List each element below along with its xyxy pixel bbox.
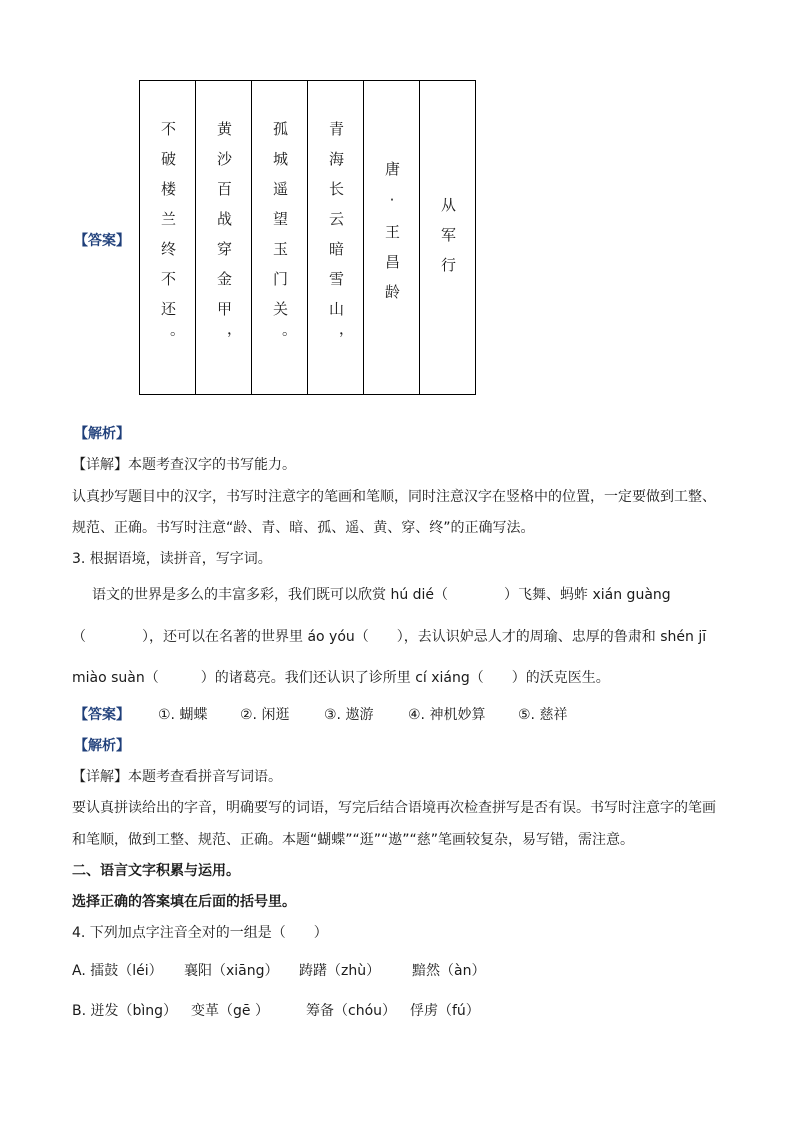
option-a-item-1: A. 擂鼓（léi） — [72, 963, 163, 979]
answer-item-4: ④. 神机妙算 — [408, 707, 486, 723]
section-instruction: 选择正确的答案填在后面的括号里。 — [72, 894, 296, 910]
answer-tag: 【答案】 — [74, 233, 130, 249]
answer-item-5: ⑤. 慈祥 — [518, 707, 568, 723]
question-3-line-2: （ ），还可以在名著的世界里 áo yóu（ ），去认识妒忌人才的周瑜、忠厚的鲁肃和 shén jī — [72, 629, 707, 645]
question-3-line-3: miào suàn（ ）的诸葛亮。我们还认识了诊所里 cí xiáng（ ）的沃克医生。 — [72, 670, 610, 686]
poem-column-1 — [140, 81, 196, 394]
poem-line-1: 青海长云暗雪山， — [327, 121, 345, 361]
section-heading: 二、语言文字积累与运用。 — [72, 863, 240, 879]
analysis-detail: 【详解】本题考查汉字的书写能力。 — [72, 457, 296, 473]
option-b-item-1: B. 迸发（bìng） — [72, 1003, 178, 1019]
option-b-item-2: 变革（gē ） — [191, 1003, 269, 1019]
poem-line-3: 黄沙百战穿金甲， — [215, 121, 233, 361]
answer-tag: 【答案】 — [74, 707, 130, 723]
answer-item-2: ②. 闲逛 — [240, 707, 290, 723]
poem-title: 从军行 — [439, 197, 457, 287]
option-a-item-2: 襄阳（xiāng） — [184, 963, 279, 979]
poem-title-column — [420, 81, 475, 394]
analysis-text-line-2: 规范、正确。书写时注意“龄、青、暗、孤、遥、黄、穿、终”的正确写法。 — [72, 520, 535, 536]
question-3-stem: 3. 根据语境，读拼音，写字词。 — [72, 551, 272, 567]
question-4-stem: 4. 下列加点字注音全对的一组是（ ） — [72, 925, 328, 941]
poem-author-column — [364, 81, 420, 394]
analysis-tag: 【解析】 — [74, 426, 130, 442]
analysis-tag: 【解析】 — [74, 738, 130, 754]
option-a-item-4: 黯然（àn） — [412, 963, 486, 979]
poem-author: 唐·王昌龄 — [383, 161, 401, 314]
poem-grid — [139, 80, 476, 395]
option-b-item-3: 筹备（chóu） — [306, 1003, 397, 1019]
option-b-item-4: 俘虏（fú） — [410, 1003, 480, 1019]
option-a-item-3: 踌躇（zhù） — [299, 963, 381, 979]
poem-column-2 — [196, 81, 252, 394]
question-3-line-1: 语文的世界是多么的丰富多彩，我们既可以欣赏 hú dié（ ）飞舞、蚂蚱 xián guàng — [92, 587, 671, 603]
analysis-text-line-1: 认真抄写题目中的汉字，书写时注意字的笔画和笔顺，同时注意汉字在竖格中的位置，一定要做到工整、 — [72, 489, 716, 505]
poem-column-4 — [308, 81, 364, 394]
answer-item-3: ③. 遨游 — [324, 707, 374, 723]
analysis-text-line-2: 和笔顺，做到工整、规范、正确。本题“蝴蝶”“逛”“遨”“慈”笔画较复杂，易写错，需注意。 — [72, 832, 635, 848]
answer-item-1: ①. 蝴蝶 — [158, 707, 208, 723]
poem-line-4: 不破楼兰终不还。 — [159, 121, 177, 361]
poem-column-3 — [252, 81, 308, 394]
poem-line-2: 孤城遥望玉门关。 — [271, 121, 289, 361]
analysis-text-line-1: 要认真拼读给出的字音，明确要写的词语，写完后结合语境再次检查拼写是否有误。书写时注意字的笔画 — [72, 800, 716, 816]
analysis-detail: 【详解】本题考查看拼音写词语。 — [72, 769, 282, 785]
